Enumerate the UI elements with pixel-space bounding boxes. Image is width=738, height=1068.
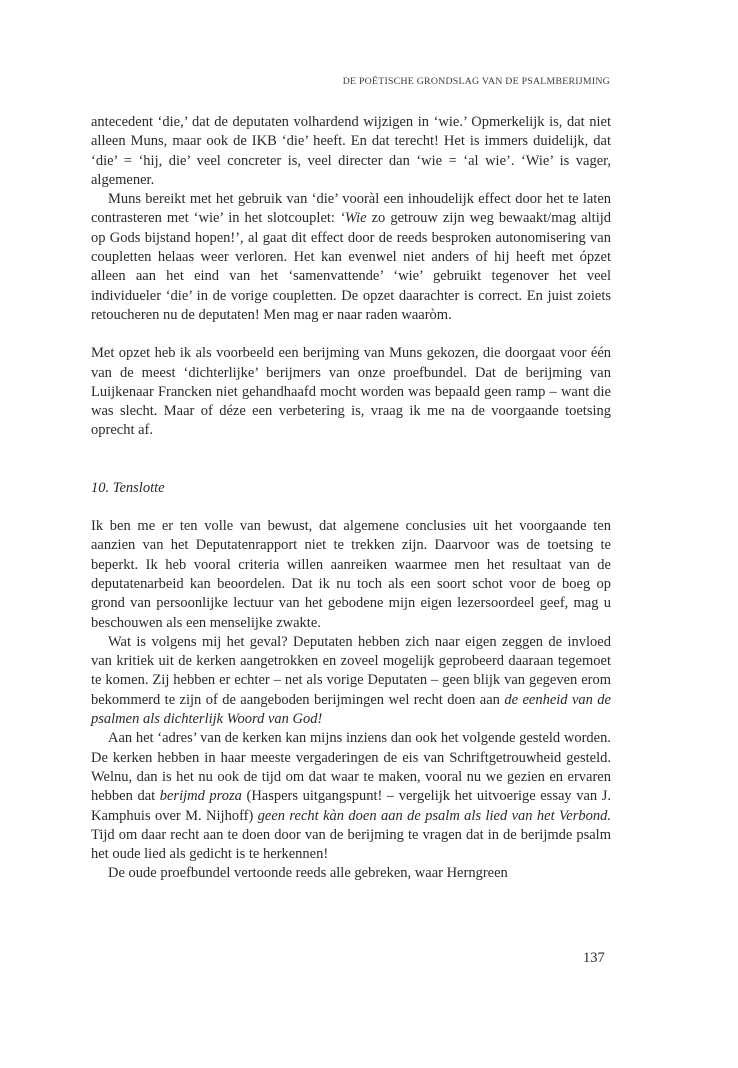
italic-run: berijmd proza [159, 788, 242, 805]
paragraph: Ik ben me er ten volle van bewust, dat algemene conclusies uit het voorgaande ten aanzien van het Deputatenrapport niet te trekken zijn. Daarvoor was de toetsing te beperkt. Ik heb vooral criteria willen aanreiken waarmee men het resultaat van de deputatenarbeid kan beoordelen. Dat ik nu toch als een soort schot voor de boeg op grond van persoonlijke lectuur van het gebodene mijn eigen lezersoordeel geef, mag u beschouwen als een menselijke zwakte. [91, 518, 611, 631]
italic-run: geen recht kàn doen aan de psalm als lied van het Verbond. [257, 807, 611, 824]
section-heading: 10. Tenslotte [91, 479, 165, 496]
page-number: 137 [583, 950, 605, 966]
running-header: DE POËTISCHE GRONDSLAG VAN DE PSALMBERIJMING [342, 76, 610, 87]
paragraph [91, 190, 611, 325]
paragraph: antecedent ‘die,’ dat de deputaten volhardend wijzigen in ‘wie.’ Opmerkelijk is, dat niet alleen Muns, maar ook de IKB ‘die’ heeft. En dat terecht! Het is immers duidelijk, dat ‘die’ = ‘hij, die’ veel concreter is, veel directer dan ‘wie = ‘al wie’. ‘Wie’ is vager, algemener. [91, 114, 611, 188]
text-run: zo getrouw zijn weg bewaakt/mag altijd op Gods bijstand hopen!’, al gaat dit effect door de reeds besproken autonomisering van coupletten helaas weer verloren. Het kan evenwel niet anders of hij heeft met ópzet alleen aan het eind van het ‘samenvattende’ ‘wie’ gebruikt tegenover het veel individueler ‘die’ in de vorige coupletten. De opzet daarachter is correct. En juist zoiets retoucheren nu de deputaten! Men mag er naar raden waaròm. [91, 210, 612, 323]
text-run: Tijd om daar recht aan te doen door van de berijming te vragen dat in de berijmde psalm het oude lied als gedicht is te herkennen! [91, 826, 611, 863]
text-run: (Haspers uitgangspunt! – vergelijk het uitvoerige essay van J. Kamphuis over M. Nijhoff) [91, 788, 611, 824]
text-run: Aan het ‘adres’ van de kerken kan mijns inziens dan ook het volgende gesteld worden. De kerken hebben in haar meeste vergaderingen de eis van Schriftgetrouwheid gesteld. Welnu, dan is het nu ook de tijd om dat waar te maken, vooral nu we gezien en ervaren hebben dat [91, 730, 611, 805]
paragraph [91, 633, 611, 729]
text-run: Wat is volgens mij het geval? Deputaten hebben zich naar eigen zeggen de invloed van kritiek uit de kerken aangetrokken en zoveel mogelijk geprobeerd daaraan tegemoet te komen. Zij hebben er echter – net als vorige Deputaten – geen blijk van gegeven erom bekommerd te zijn of de aangeboden berijmingen wel recht doen aan [91, 633, 611, 708]
italic-run: ‘Wie [340, 210, 367, 227]
italic-run: de eenheid van de psalmen als dichterlijk Woord van God! [91, 691, 611, 728]
paragraph: Met opzet heb ik als voorbeeld een berijming van Muns gekozen, die doorgaat voor één van de meest ‘dichterlijke’ berijmers van onze proefbundel. Dat de berijming van Luijkenaar Francken niet gehandhaafd mocht worden was bepaald geen ramp – want die was slecht. Maar of déze een verbetering is, vraag ik me na de voorgaande toetsing oprecht af. [91, 345, 611, 439]
body-text [91, 113, 611, 884]
text-run: Muns bereikt met het gebruik van ‘die’ vooràl een inhoudelijk effect door het te laten contrasteren met ‘wie’ in het slotcouplet: [91, 191, 611, 227]
paragraph: De oude proefbundel vertoonde reeds alle gebreken, waar Herngreen [108, 865, 508, 882]
paragraph [91, 729, 611, 864]
